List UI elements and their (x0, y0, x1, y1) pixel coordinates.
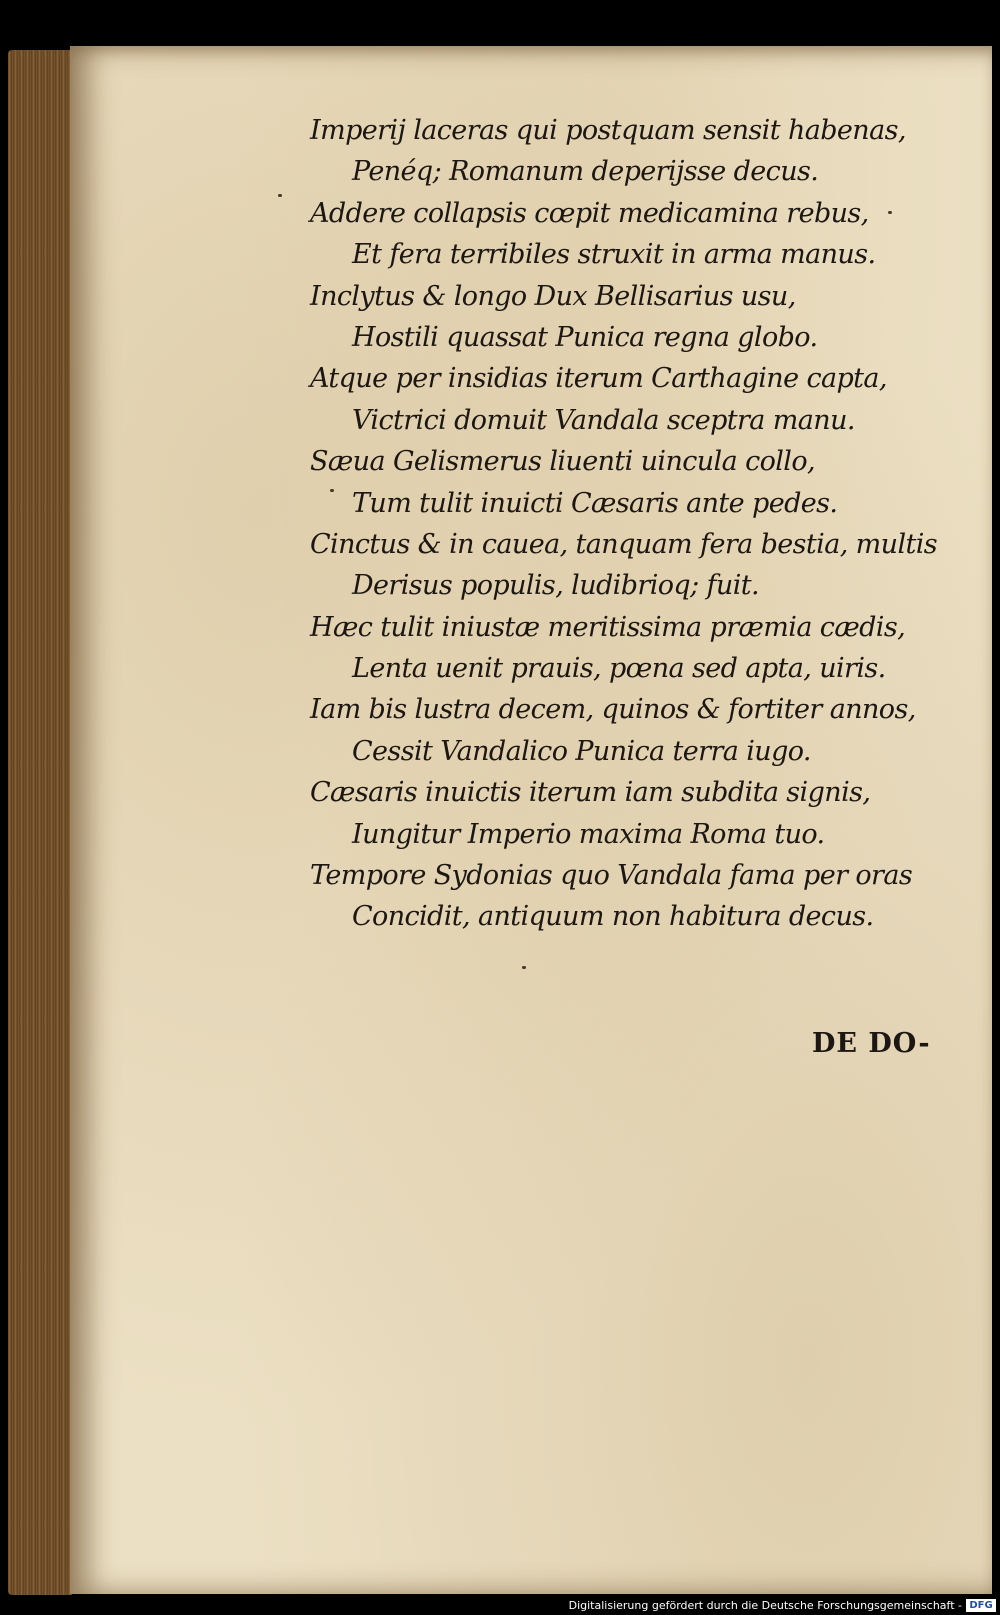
verse-line: Cessit Vandalico Punica terra iugo. (352, 735, 811, 767)
verse-line: Lenta uenit prauis, pœna sed apta, uiris. (352, 653, 886, 685)
verse-block (310, 110, 938, 938)
verse-line: Victrici domuit Vandala sceptra manu. (352, 404, 855, 436)
verse-line: Et fera terribiles struxit in arma manus. (352, 239, 876, 271)
verse-line: Tempore Sydonias quo Vandala fama per oras (310, 860, 913, 892)
verse-line: Hæc tulit iniustæ meritissima præmia cædis, (310, 611, 906, 643)
paper-speck (522, 966, 526, 969)
verse-line: Derisus populis, ludibrioq; fuit. (352, 570, 759, 602)
verse-line: Sæua Gelismerus liuenti uincula collo, (310, 446, 815, 478)
catchword: DE DO- (812, 1028, 931, 1059)
verse-line: Iungitur Imperio maxima Roma tuo. (352, 818, 825, 850)
verse-line: Hostili quassat Punica regna globo. (352, 321, 818, 353)
dfg-logo: DFG (966, 1599, 996, 1612)
verse-line: Concidit, antiquum non habitura decus. (352, 901, 874, 933)
digitization-credit: Digitalisierung gefördert durch die Deutsche Forschungsgemeinschaft - (568, 1599, 962, 1612)
verse-line: Imperij laceras qui postquam sensit habenas, (310, 115, 906, 146)
verse-line: Iam bis lustra decem, quinos & fortiter annos, (310, 694, 916, 726)
verse-line: Cæsaris inuictis iterum iam subdita signis, (310, 777, 871, 809)
book-page-edges (8, 50, 72, 1595)
verse-line: Addere collapsis cœpit medicamina rebus, (310, 197, 869, 229)
verse-line: Atque per insidias iterum Carthagine capta, (310, 363, 887, 395)
verse-line: Penéq; Romanum deperijsse decus. (352, 156, 819, 188)
verse-line: Tum tulit inuicti Cæsaris ante pedes. (352, 487, 838, 519)
paper-speck (278, 194, 282, 197)
verse-line: Cinctus & in cauea, tanquam fera bestia, multis (310, 528, 938, 560)
verse-line: Inclytus & longo Dux Bellisarius usu, (310, 280, 796, 312)
